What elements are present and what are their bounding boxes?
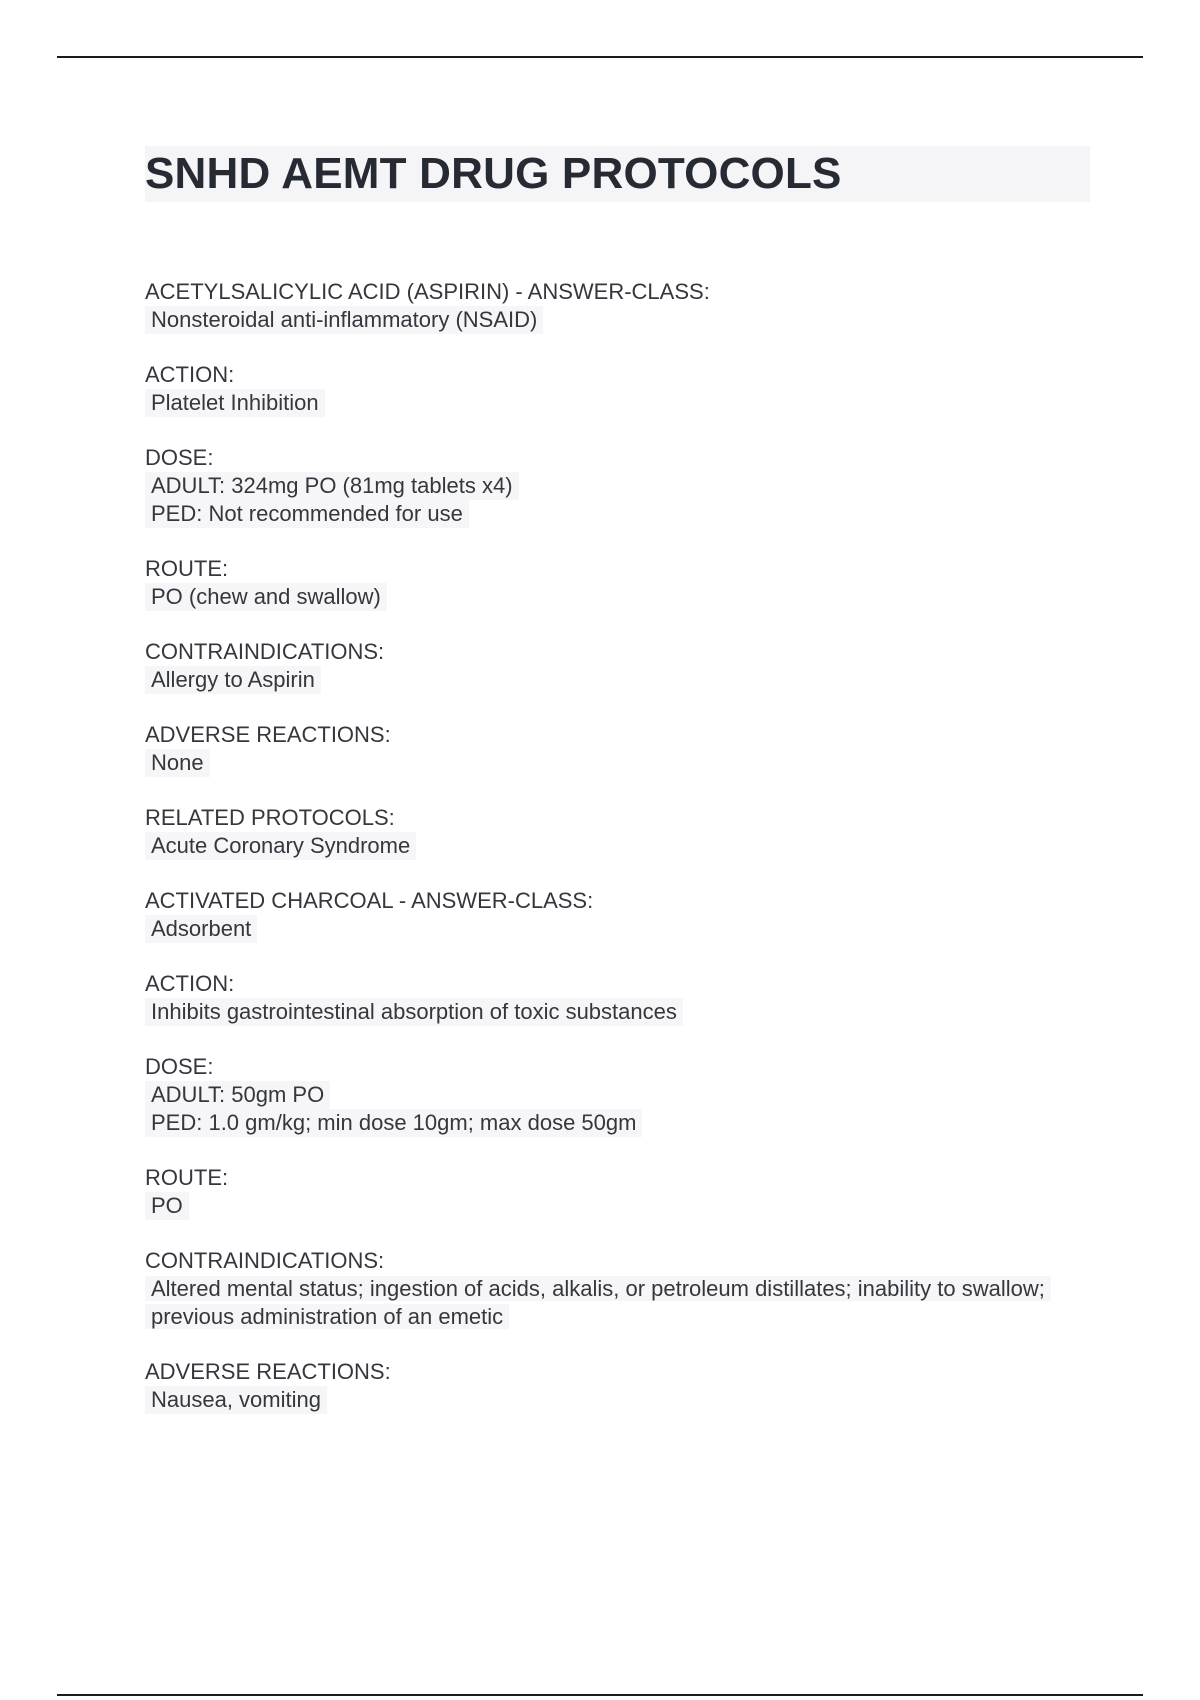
entry-label: ACTION: <box>145 362 235 387</box>
entry-value: Acute Coronary Syndrome <box>145 832 416 860</box>
entry-label: CONTRAINDICATIONS: <box>145 1248 385 1273</box>
entry-aspirin-action <box>145 361 1090 417</box>
entry-aspirin-dose <box>145 444 1090 528</box>
entry-charcoal-contraindications <box>145 1247 1090 1331</box>
entry-label: CONTRAINDICATIONS: <box>145 639 385 664</box>
entry-charcoal-class <box>145 887 1090 943</box>
top-rule <box>57 56 1143 58</box>
entry-value: None <box>145 749 210 777</box>
entry-label: ACTIVATED CHARCOAL - ANSWER-CLASS: <box>145 888 594 913</box>
document-body <box>145 146 1090 1441</box>
entry-charcoal-route <box>145 1164 1090 1220</box>
entry-label: ACETYLSALICYLIC ACID (ASPIRIN) - ANSWER-CLASS: <box>145 279 710 304</box>
page-title: SNHD AEMT DRUG PROTOCOLS <box>145 149 842 198</box>
protocol-entries <box>145 278 1090 1414</box>
entry-value: ADULT: 324mg PO (81mg tablets x4) <box>145 472 519 500</box>
entry-value: Allergy to Aspirin <box>145 666 321 694</box>
entry-aspirin-adverse <box>145 721 1090 777</box>
bottom-rule <box>57 1694 1143 1696</box>
entry-value: Nonsteroidal anti-inflammatory (NSAID) <box>145 306 543 334</box>
title-band <box>145 146 1090 202</box>
entry-charcoal-action <box>145 970 1090 1026</box>
entry-charcoal-dose <box>145 1053 1090 1137</box>
entry-label: ROUTE: <box>145 556 229 581</box>
entry-label: RELATED PROTOCOLS: <box>145 805 395 830</box>
entry-aspirin-route <box>145 555 1090 611</box>
entry-value: Inhibits gastrointestinal absorption of toxic substances <box>145 998 683 1026</box>
entry-label: ROUTE: <box>145 1165 229 1190</box>
entry-value: PO (chew and swallow) <box>145 583 387 611</box>
entry-value: ADULT: 50gm PO <box>145 1081 330 1109</box>
entry-value: PED: Not recommended for use <box>145 500 469 528</box>
entry-value: PO <box>145 1192 189 1220</box>
entry-value: Platelet Inhibition <box>145 389 325 417</box>
entry-label: ADVERSE REACTIONS: <box>145 1359 391 1384</box>
entry-value: PED: 1.0 gm/kg; min dose 10gm; max dose 50gm <box>145 1109 642 1137</box>
entry-label: DOSE: <box>145 1054 214 1079</box>
entry-value: Nausea, vomiting <box>145 1386 327 1414</box>
entry-aspirin-class <box>145 278 1090 334</box>
entry-value: Adsorbent <box>145 915 257 943</box>
entry-label: DOSE: <box>145 445 214 470</box>
entry-label: ACTION: <box>145 971 235 996</box>
entry-charcoal-adverse <box>145 1358 1090 1414</box>
entry-label: ADVERSE REACTIONS: <box>145 722 391 747</box>
entry-aspirin-related <box>145 804 1090 860</box>
entry-value: Altered mental status; ingestion of acids, alkalis, or petroleum distillates; inability to swallow; previous administration of an emetic <box>145 1276 1051 1329</box>
entry-aspirin-contraindications <box>145 638 1090 694</box>
